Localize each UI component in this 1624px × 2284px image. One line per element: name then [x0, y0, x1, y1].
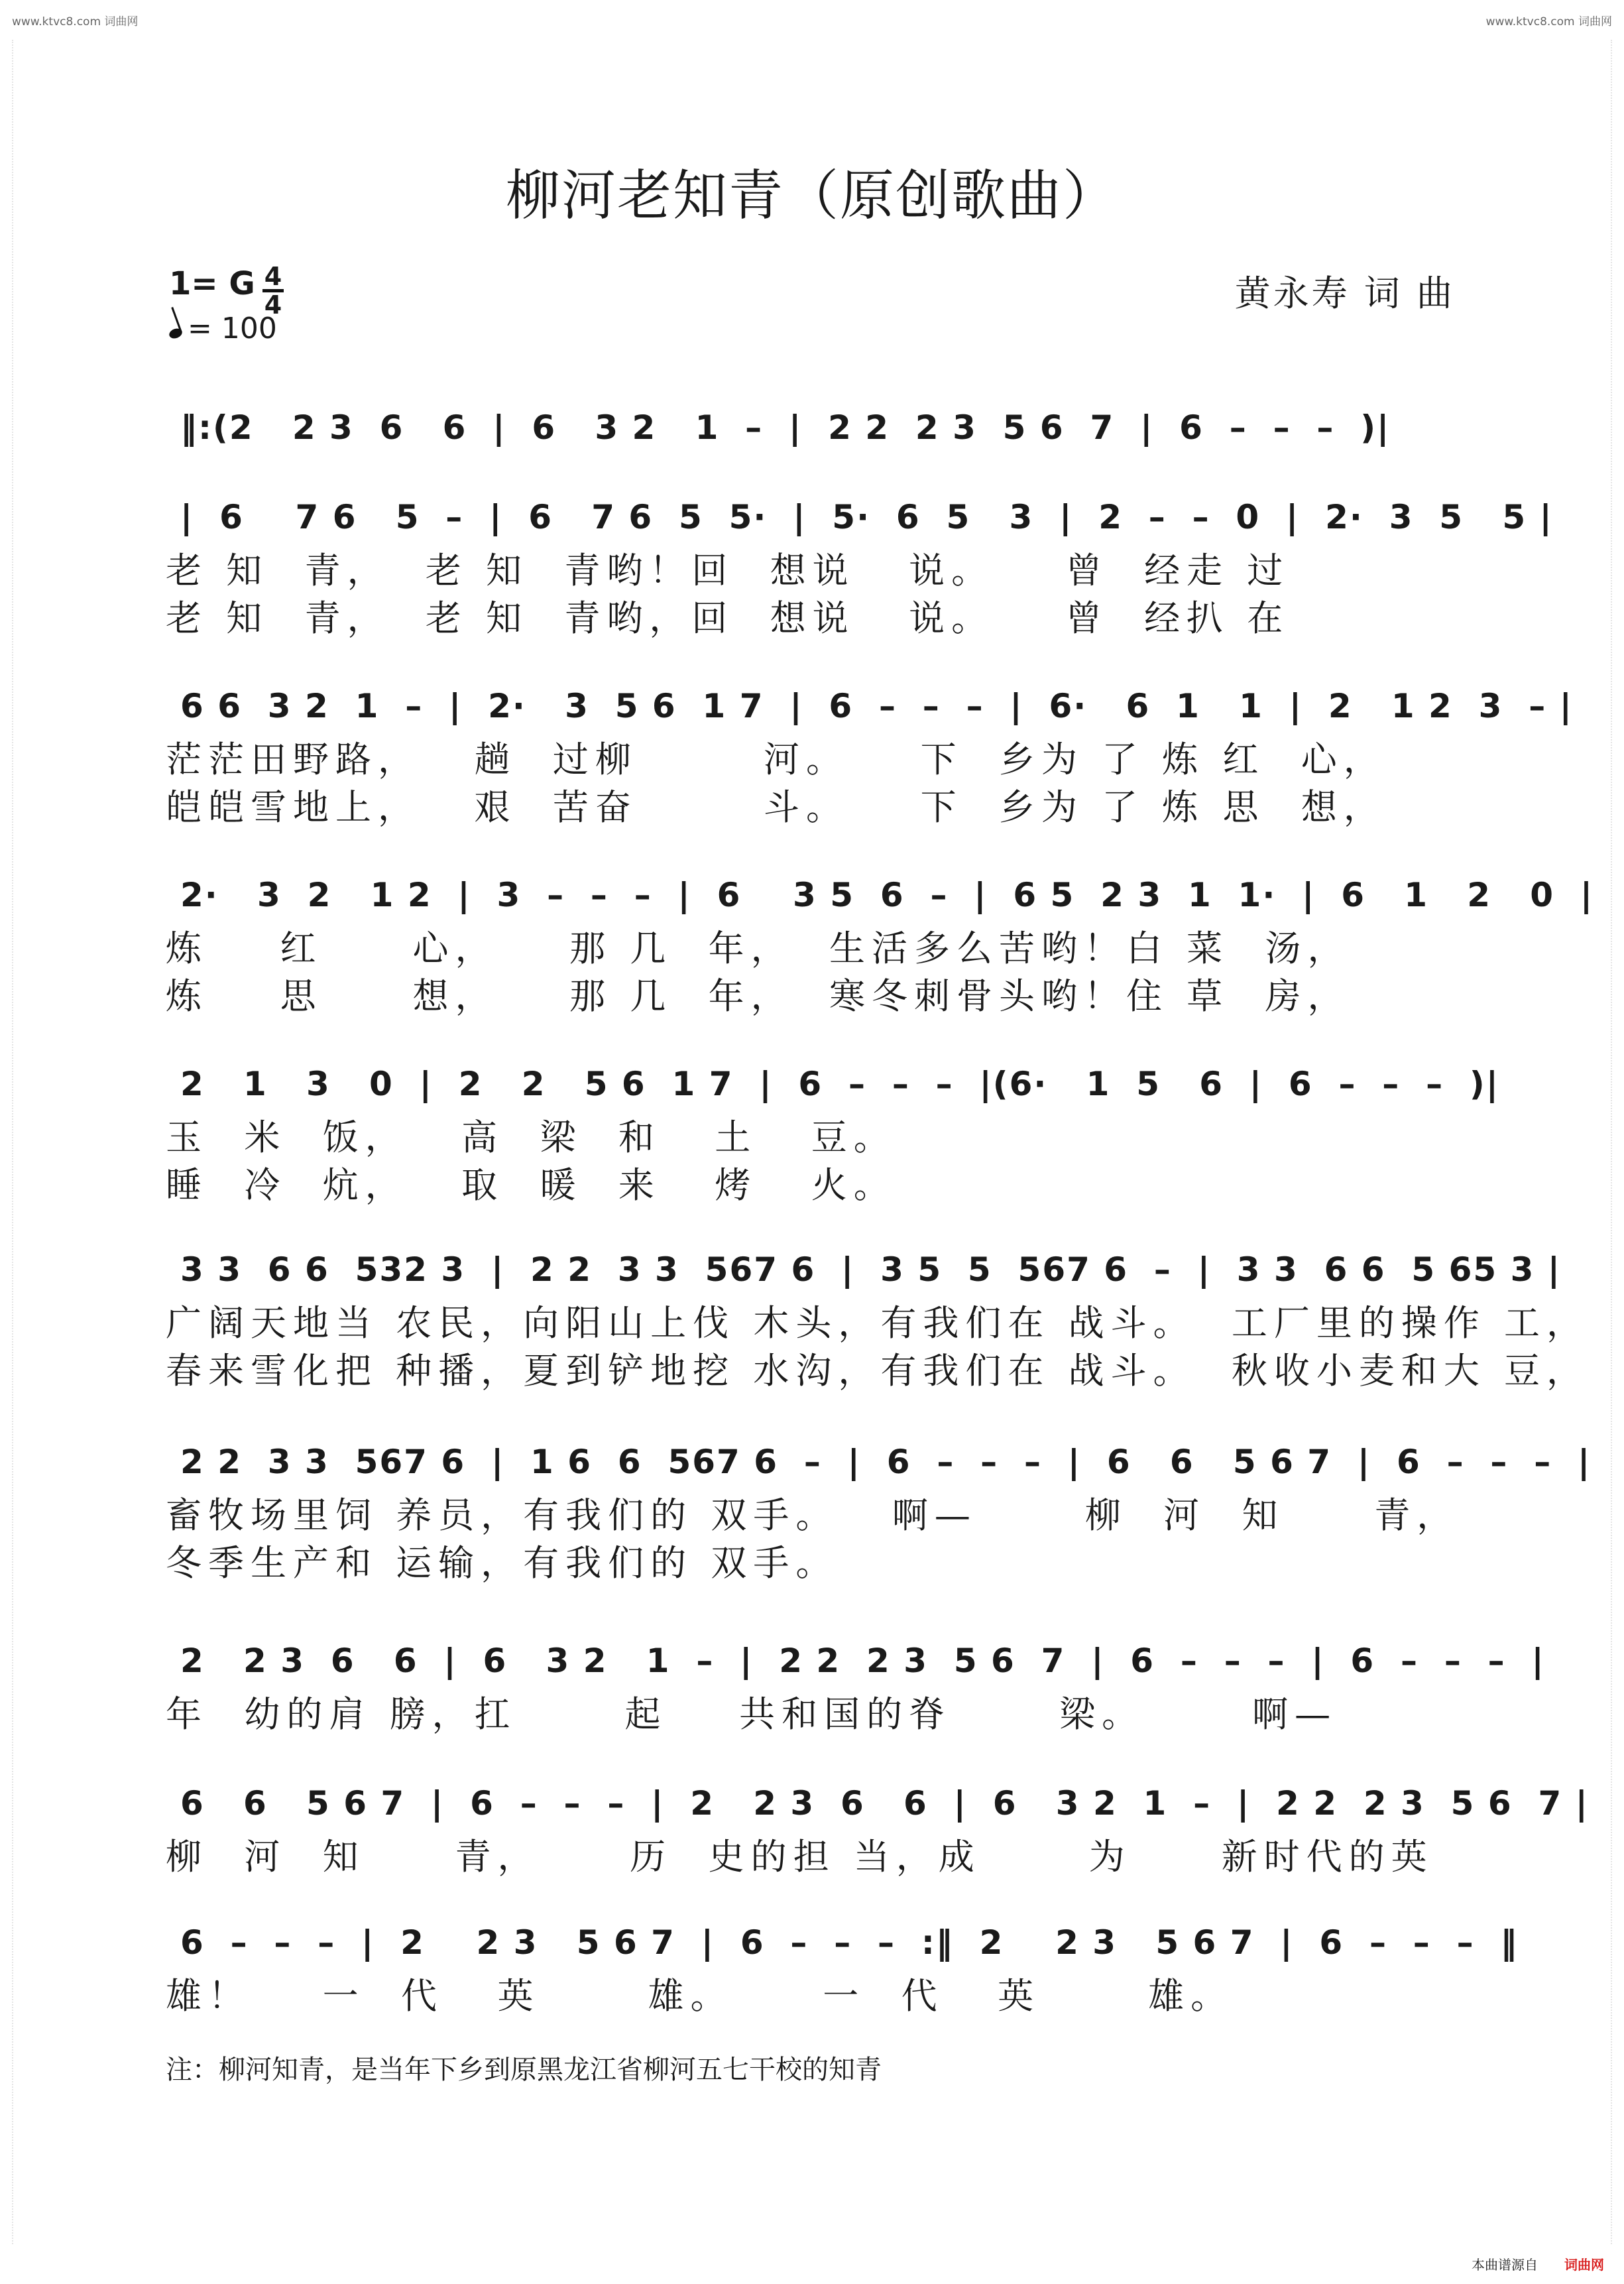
- notation-text: | 6 7 6 5 – | 6 7 6 5 5· | 5· 6 5 3 | 2 – – 0 | 2· 3 5 5 |: [180, 498, 1553, 536]
- lyric-verse-1: 老 知 青， 老 知 青哟！回 想说 说。 曾 经走 过: [166, 550, 1290, 591]
- lyric-verse-1: 畜牧场里饲 养员，有我们的 双手。 啊— 柳 河 知 青，: [166, 1494, 1460, 1536]
- time-signature-top: 4: [264, 262, 282, 291]
- time-signature: [260, 264, 286, 318]
- notation-line: [166, 865, 1594, 925]
- score-system-10: [166, 1913, 1519, 2020]
- time-signature-bottom: 4: [264, 290, 282, 320]
- score-system-8: [166, 1631, 1545, 1738]
- notation-text: ‖:(2 2 3 6 6 | 6 3 2 1 – | 2 2 2 3 5 6 7 | 6 – – – )|: [180, 408, 1391, 447]
- site-url-left: www.ktvc8.com 词曲网: [12, 15, 139, 29]
- right-border-strip: [1611, 40, 1624, 2244]
- notation-text: 6 6 3 2 1 – | 2· 3 5 6 1 7 | 6 – – – | 6· 6 1 1 | 2 1 2 3 – |: [180, 687, 1573, 725]
- score-system-3: [166, 676, 1573, 831]
- quarter-note-icon: [168, 327, 184, 340]
- score-system-7: [166, 1432, 1592, 1587]
- notation-line: [166, 1240, 1562, 1299]
- tempo-value: = 100: [188, 312, 277, 345]
- notation-line: [166, 1631, 1545, 1691]
- notation-text: 2· 3 2 1 2 | 3 – – – | 6 3 5 6 – | 6 5 2 3 1 1· | 6 1 2 0 |: [180, 876, 1594, 914]
- score-system-6: [166, 1240, 1589, 1395]
- source-footer: [1472, 2254, 1604, 2273]
- lyric-verse-1: 雄！ 一 代 英 雄。 一 代 英 雄。: [166, 1975, 1234, 2017]
- key-signature: 1= G: [169, 265, 255, 302]
- notation-line: [166, 398, 1462, 457]
- lyric-verse-1: 茫茫田野路， 趟 过柳 河。 下 乡为 了 炼 红 心，: [166, 739, 1386, 780]
- brand-logo: 词曲网: [1564, 2257, 1604, 2273]
- score-system-2: [166, 487, 1553, 642]
- notation-line: [166, 1913, 1519, 1972]
- site-url-right: www.ktvc8.com 词曲网: [1485, 15, 1612, 29]
- notation-line: [166, 487, 1553, 547]
- score-system-1: [166, 398, 1462, 457]
- lyric-verse-1: 柳 河 知 青， 历 史的担 当，成 为 新时代的英: [166, 1836, 1434, 1878]
- lyric-verse-2: 皑皑雪地上， 艰 苦奋 斗。 下 乡为 了 炼 思 想，: [166, 786, 1386, 828]
- tempo-marking: [169, 312, 277, 345]
- notation-line: [166, 1432, 1592, 1492]
- lyric-verse-1: 广阔天地当 农民，向阳山上伐 木头，有我们在 战斗。 工厂里的操作 工，: [166, 1302, 1589, 1344]
- lyric-verse-1: 玉 米 饭， 高 梁 和 土 豆。: [166, 1116, 896, 1158]
- lyric-verse-2: 老 知 青， 老 知 青哟，回 想说 说。 曾 经扒 在: [166, 597, 1290, 639]
- notation-line: [166, 1054, 1500, 1114]
- lyric-verse-2: 冬季生产和 运输，有我们的 双手。: [166, 1542, 839, 1584]
- notation-text: 3 3 6 6 532 3 | 2 2 3 3 567 6 | 3 5 5 567 6 – | 3 3 6 6 5 65 3 |: [180, 1250, 1562, 1289]
- source-label: 本曲谱源自: [1472, 2257, 1538, 2273]
- composer-credit: 黄永寿 词 曲: [1234, 272, 1455, 314]
- left-border-strip: [0, 40, 13, 2244]
- notation-line: [166, 676, 1573, 736]
- notation-line: [166, 1773, 1589, 1833]
- score-system-9: [166, 1773, 1589, 1881]
- lyric-verse-1: 炼 红 心， 那 几 年， 生活多么苦哟！白 菜 汤，: [166, 928, 1350, 969]
- score-system-5: [166, 1054, 1500, 1209]
- notation-text: 6 6 5 6 7 | 6 – – – | 2 2 3 6 6 | 6 3 2 1 – | 2 2 2 3 5 6 7 |: [180, 1784, 1589, 1823]
- lyric-verse-2: 炼 思 想， 那 几 年， 寒冬刺骨头哟！住 草 房，: [166, 975, 1350, 1017]
- lyric-verse-2: 春来雪化把 种播，夏到铲地挖 水沟，有我们在 战斗。 秋收小麦和大 豆，: [166, 1350, 1589, 1392]
- lyric-verse-1: 年 幼的肩 膀，扛 起 共和国的脊 梁。 啊—: [166, 1693, 1338, 1735]
- notation-text: 2 2 3 3 567 6 | 1 6 6 567 6 – | 6 – – – | 6 6 5 6 7 | 6 – – – |: [180, 1443, 1592, 1481]
- score-system-4: [166, 865, 1594, 1020]
- footnote: 注：柳河知青，是当年下乡到原黑龙江省柳河五七干校的知青: [166, 2055, 882, 2085]
- notation-text: 2 1 3 0 | 2 2 5 6 1 7 | 6 – – – |(6· 1 5 6 | 6 – – – )|: [180, 1065, 1500, 1103]
- song-title: 柳河老知青（原创歌曲）: [505, 164, 1118, 227]
- notation-text: 6 – – – | 2 2 3 5 6 7 | 6 – – – :‖ 2 2 3 5 6 7 | 6 – – – ‖: [180, 1923, 1519, 1962]
- notation-text: 2 2 3 6 6 | 6 3 2 1 – | 2 2 2 3 5 6 7 | 6 – – – | 6 – – – |: [180, 1642, 1545, 1680]
- lyric-verse-2: 睡 冷 炕， 取 暖 来 烤 火。: [166, 1164, 896, 1206]
